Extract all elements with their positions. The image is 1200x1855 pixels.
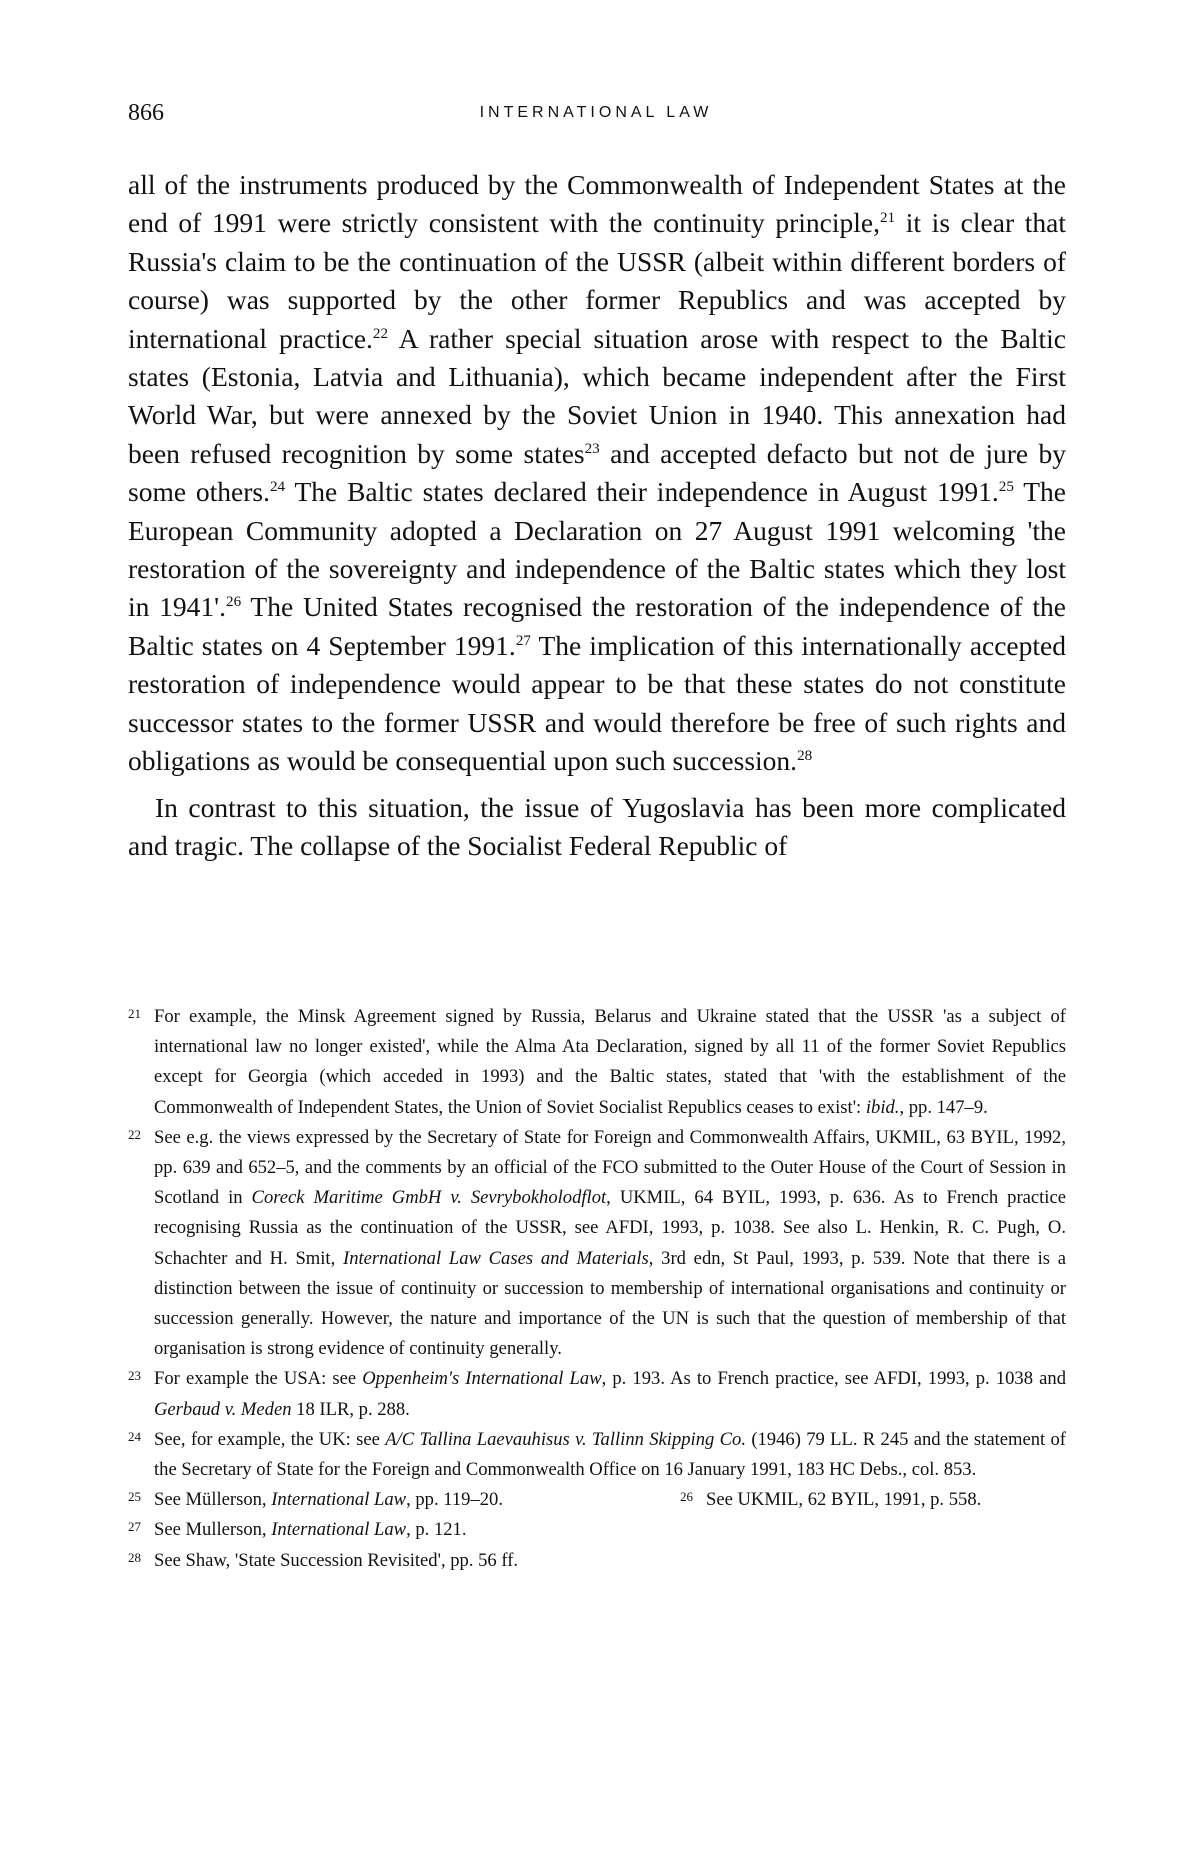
page-header [128,100,1064,130]
footnote-24: 24 See, for example, the UK: see A/C Tallina Laevauhisus v. Tallinn Skipping Co. (1946) 79 LL. R 245 and the statement of the Secretary of State for the Foreign and Commonwealth Office on 16 January 1991, 183 HC Debs., col. 853. [128,1425,1066,1485]
footnote-number: 28 [128,1549,141,1565]
running-head: INTERNATIONAL LAW [479,104,713,121]
footnote-21: 21 For example, the Minsk Agreement signed by Russia, Belarus and Ukraine stated that the USSR 'as a subject of international law no longer existed', while the Alma Ata Declaration, signed by all 11 of the former Soviet Republics except for Georgia (which acceded in 1993) and the Baltic states, stated that 'with the establishment of the Commonwealth of Independent States, the Union of Soviet Socialist Republics ceases to exist': ibid., pp. 147–9. [128,1002,1066,1123]
footnote-ref[interactable]: 22 [372,325,389,342]
footnote-number: 23 [128,1368,141,1384]
footnote-ref[interactable]: 26 [226,594,242,611]
footnote-26: 26 See UKMIL, 62 BYIL, 1991, p. 558. [680,1485,981,1515]
footnote-ref[interactable]: 28 [797,747,813,764]
body-paragraph: In contrast to this situation, the issue of Yugoslavia has been more complicated and tragic. The collapse of the Socialist Federal Republic of [128,791,1066,861]
footnote-23: 23 For example the USA: see Oppenheim's International Law, p. 193. As to French practice, see AFDI, 1993, p. 1038 and Gerbaud v. Meden 18 ILR, p. 288. [128,1364,1066,1424]
footnote-number: 26 [680,1489,693,1505]
footnote-ref[interactable]: 24 [270,479,286,496]
body-paragraph: all of the instruments produced by the Commonwealth of Independent States at the end of 1991 were strictly consistent with the continuity principle,$^{21}$ it is clear that Russia's claim to be the continuation of the USSR (albeit within different borders of course) was supported by the other former Republics and was accepted by international practice.$^{22}$ A rather special situation arose with respect to the Baltic states (Estonia, Latvia and Lithuania), which became independent after the First World War, but were annexed by the Soviet Union in 1940. This annexation had been refused recognition by some states$^{23}$ and accepted defacto but not de jure by some others.$^{24}$ The Baltic states declared their independence in August 1991.25 The European Community adopted a Declaration on 27 August 1991 welcoming 'the restoration of the sovereignty and independence of the Baltic states which they lost in 1941'.$^{26}$ The United States recognised the restoration of the independence of the Baltic states on 4 September 1991.27 The implication of this internationally accepted restoration of independence would appear to be that these states do not constitute successor states to the former USSR and would therefore be free of such rights and obligations as would be consequential upon such succession.$^{28}$ [128,169,1066,777]
footnote-number: 24 [128,1428,141,1444]
footnote-25: 25 See Müllerson, International Law, pp. 119–20. [128,1485,503,1515]
footnote-row [128,1485,1066,1515]
footnote-ref[interactable]: 21 [879,210,896,227]
page-number: 866 [128,100,164,126]
footnote-ref[interactable]: 27 [515,632,531,649]
footnotes [128,1002,1066,1576]
footnote-number: 25 [128,1489,141,1505]
footnote-number: 22 [128,1126,141,1142]
footnote-28: 28 See Shaw, 'State Succession Revisited', pp. 56 ff. [128,1546,1066,1576]
footnote-ref[interactable]: 23 [584,440,600,457]
footnote-ref[interactable]: 25 [998,479,1014,496]
footnote-number: 27 [128,1519,141,1535]
body-text [128,166,1066,865]
footnote-number: 21 [128,1006,141,1021]
footnote-27: 27 See Mullerson, International Law, p. 121. [128,1515,1066,1545]
footnote-22: 22 See e.g. the views expressed by the Secretary of State for Foreign and Commonwealth Affairs, UKMIL, 63 BYIL, 1992, pp. 639 and 652–5, and the comments by an official of the FCO submitted to the Outer House of the Court of Session in Scotland in Coreck Maritime GmbH v. Sevrybokholodflot, UKMIL, 64 BYIL, 1993, p. 636. As to French practice recognising Russia as the continuation of the USSR, see AFDI, 1993, p. 1038. See also L. Henkin, R. C. Pugh, O. Schachter and H. Smit, International Law Cases and Materials, 3rd edn, St Paul, 1993, p. 539. Note that there is a distinction between the issue of continuity or succession to membership of international organisations and continuity or succession generally. However, the nature and importance of the UN is such that the question of membership of that organisation is strong evidence of continuity generally. [128,1123,1066,1365]
